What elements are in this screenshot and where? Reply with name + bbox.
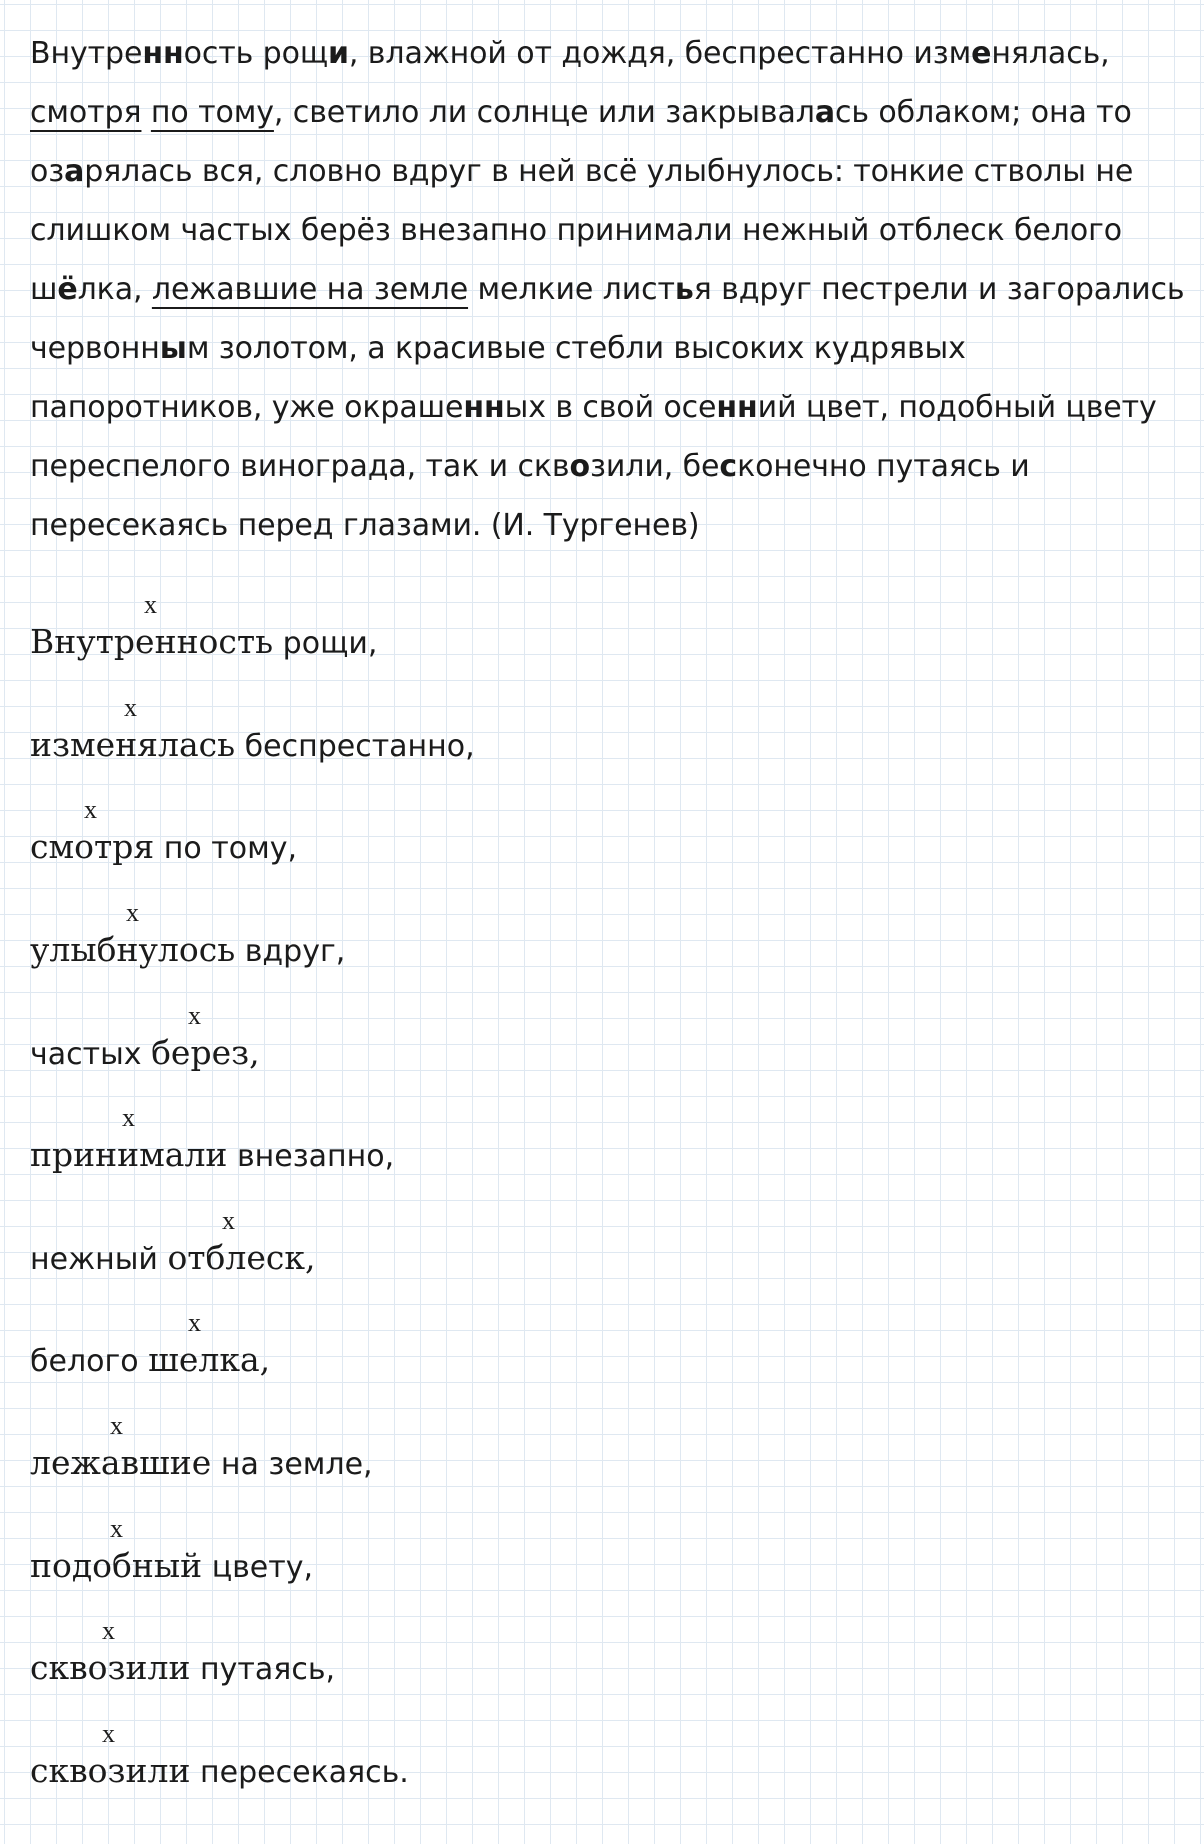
main-word: смотря	[30, 827, 155, 866]
main-word: сквозили	[30, 1751, 191, 1790]
main-word: Внутренность	[30, 622, 274, 661]
text-fragment: зили, бе	[590, 449, 720, 484]
text-fragment: лка,	[77, 272, 152, 307]
main-word: улыбнулось	[30, 930, 236, 969]
dependent-word: рощи,	[273, 626, 378, 661]
highlighted-letters: нн	[142, 36, 184, 71]
text-fragment: мелкие лист	[468, 272, 675, 307]
highlighted-letters: а	[814, 95, 836, 130]
text-fragment	[141, 95, 150, 130]
main-word-mark: x	[110, 1411, 123, 1440]
main-word: изменялась	[30, 725, 236, 764]
main-word: лежавшие	[30, 1443, 212, 1482]
main-word: подобный	[30, 1546, 203, 1585]
highlighted-letters: ё	[57, 272, 78, 307]
dependent-word: путаясь,	[190, 1652, 336, 1687]
main-word: принимали	[30, 1135, 228, 1174]
text-fragment: Внутре	[30, 36, 143, 71]
main-word: шелка,	[148, 1340, 271, 1379]
highlighted-letters: и	[328, 36, 349, 71]
highlighted-letters: о	[569, 449, 591, 484]
dependent-word: беспрестанно,	[235, 729, 475, 764]
underlined-phrase: по тому	[150, 95, 274, 130]
dependent-word: пересекаясь.	[190, 1755, 409, 1790]
text-fragment: , влажной от дождя, беспрестанно изм	[348, 36, 972, 71]
main-word-mark: x	[84, 795, 97, 824]
main-word-mark: x	[188, 1308, 201, 1337]
text-fragment: м золотом, а красивые стебли высоких кудрявых папоротников, уже окраше	[30, 331, 966, 425]
highlighted-letters: ы	[159, 331, 187, 366]
main-word-mark: x	[144, 590, 157, 619]
text-fragment: сь облаком; она то оз	[30, 95, 1132, 189]
source-text-paragraph	[30, 24, 1190, 555]
text-fragment: ость рощ	[183, 36, 328, 71]
text-fragment: рялась вся, словно вдруг в ней всё улыбнулось: тонкие стволы не слишком частых берёз внезапно принимали нежный отблеск белого ш	[30, 154, 1134, 307]
highlighted-letters: с	[719, 449, 738, 484]
dependent-word: внезапно,	[227, 1139, 395, 1174]
dependent-word: частых	[30, 1037, 152, 1072]
dependent-word: вдруг,	[235, 934, 346, 969]
text-fragment: ых в свой осе	[504, 390, 717, 425]
text-fragment: , светило ли солнце или закрывал	[273, 95, 815, 130]
dependent-word: по тому,	[154, 831, 298, 866]
main-word-mark: x	[222, 1206, 235, 1235]
highlighted-letters: нн	[716, 390, 758, 425]
main-word-mark: x	[110, 1514, 123, 1543]
text-fragment: нялась,	[991, 36, 1110, 71]
text-fragment: ий цвет, подобный цвету переспелого винограда, так и скв	[30, 390, 1157, 484]
text-fragment: конечно путаясь и пересекаясь перед глазами. (И. Тургенев)	[30, 449, 1030, 543]
main-word-mark: x	[102, 1719, 115, 1748]
main-word-mark: x	[188, 1001, 201, 1030]
highlighted-letters: а	[64, 154, 85, 189]
underlined-phrase: смотря	[30, 95, 142, 130]
main-word-mark: x	[126, 898, 139, 927]
underlined-phrase: лежавшие на земле	[151, 272, 469, 307]
dependent-word: нежный	[30, 1242, 168, 1277]
text-fragment: я вдруг пестрели и загорались червонн	[30, 272, 1185, 366]
main-word: берез,	[151, 1033, 260, 1072]
main-word: отблеск,	[167, 1238, 316, 1277]
dependent-word: на земле,	[211, 1447, 373, 1482]
highlighted-letters: нн	[463, 390, 505, 425]
main-word-mark: x	[124, 693, 137, 722]
main-word-mark: x	[102, 1616, 115, 1645]
highlighted-letters: ь	[674, 272, 694, 307]
dependent-word: цвету,	[202, 1550, 314, 1585]
highlighted-letters: е	[971, 36, 992, 71]
dependent-word: белого	[30, 1344, 149, 1379]
main-word-mark: x	[122, 1103, 135, 1132]
main-word: сквозили	[30, 1648, 191, 1687]
